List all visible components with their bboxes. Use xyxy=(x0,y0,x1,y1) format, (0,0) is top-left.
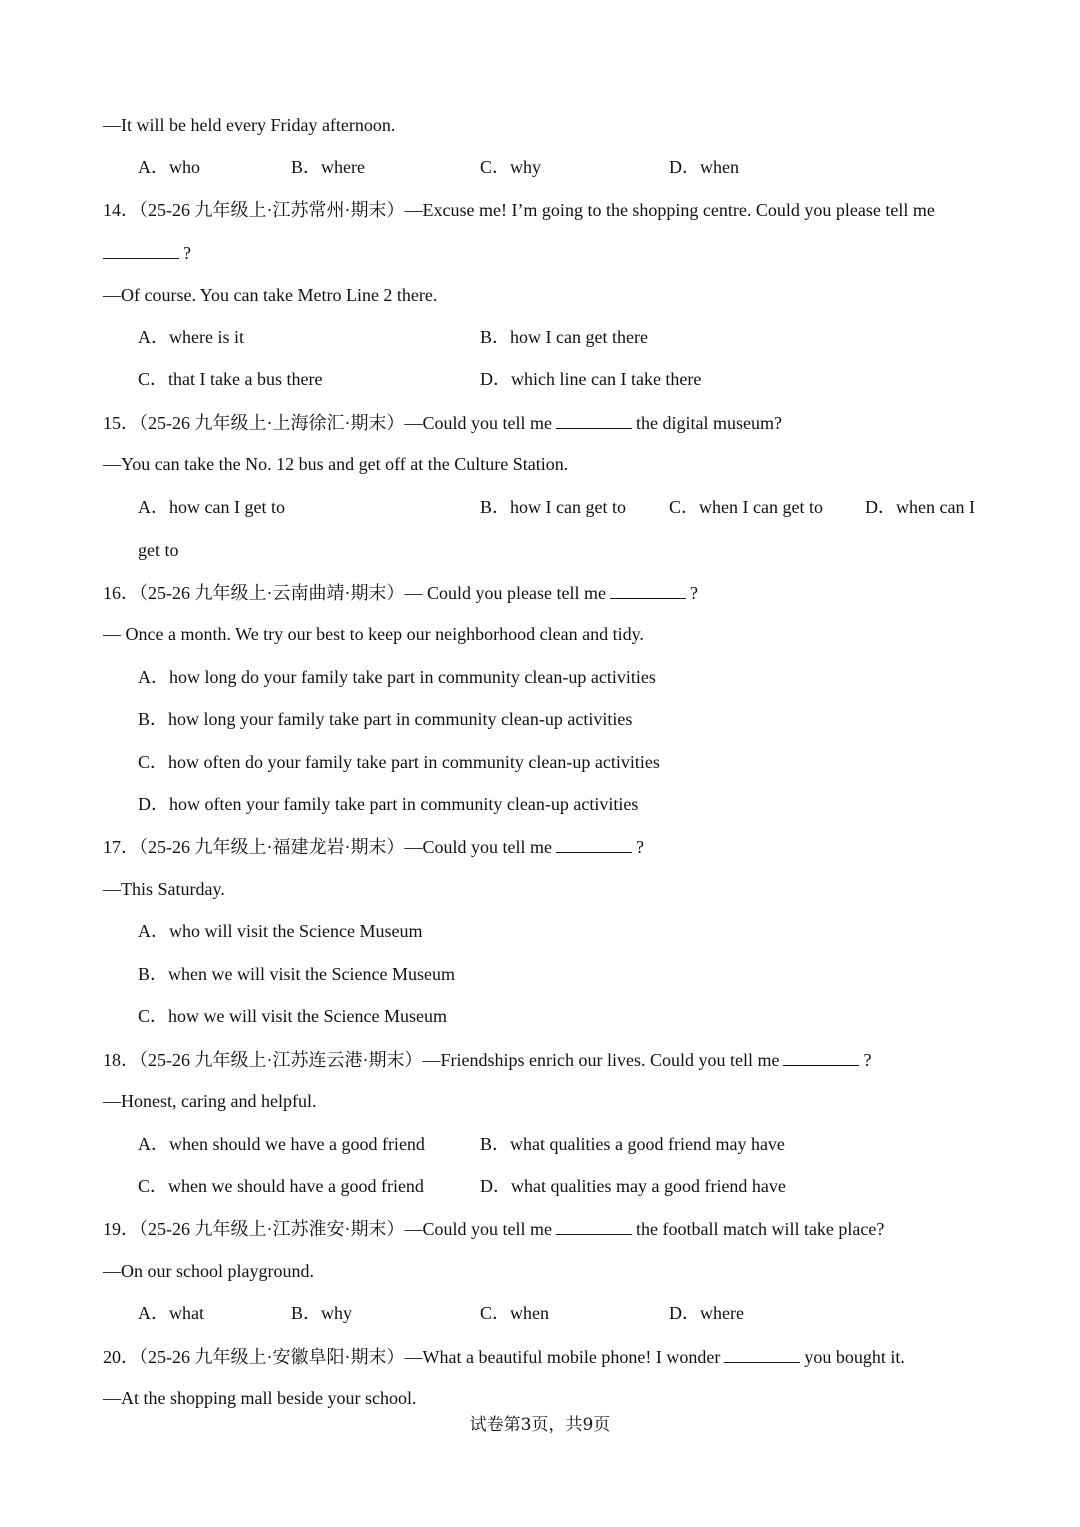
q15-option-d: D．when can I xyxy=(865,497,975,517)
q17-answer-blank xyxy=(556,834,632,853)
q20-number: 20． xyxy=(103,1347,139,1367)
q18-option-b: B．what qualities a good friend may have xyxy=(480,1134,785,1154)
q14-number: 14． xyxy=(103,200,139,220)
q16-number: 16． xyxy=(103,583,139,603)
q18-source: （25-26 九年级上·江苏连云港·期末） xyxy=(139,1050,423,1070)
q14-option-b: B．how I can get there xyxy=(480,327,648,347)
q18-prompt-end: ? xyxy=(863,1050,872,1070)
q15-prompt xyxy=(103,410,782,435)
q19-prompt-text: —Could you tell me xyxy=(404,1219,552,1239)
q13-option-b: B．where xyxy=(291,157,365,177)
q19-number: 19． xyxy=(103,1219,139,1239)
q13-option-a: A．who xyxy=(138,157,200,177)
q14-option-a: A．where is it xyxy=(138,327,244,347)
q14-prompt-line2 xyxy=(103,240,191,265)
q13-option-d: D．when xyxy=(669,157,739,177)
q16-prompt xyxy=(103,580,698,605)
q18-prompt-text: —Friendships enrich our lives. Could you tell me xyxy=(422,1050,780,1070)
q15-option-d-wrap: get to xyxy=(138,540,179,560)
q14-prompt-text: —Excuse me! I’m going to the shopping centre. Could you please tell me xyxy=(404,200,935,220)
q20-prompt-text: —What a beautiful mobile phone! I wonder xyxy=(404,1347,721,1367)
q16-reply: — Once a month. We try our best to keep our neighborhood clean and tidy. xyxy=(103,624,644,644)
q19-option-a: A．what xyxy=(138,1303,204,1323)
q19-prompt-end: the football match will take place? xyxy=(635,1219,885,1239)
q18-option-c: C．when we should have a good friend xyxy=(138,1176,424,1196)
q16-option-c: C．how often do your family take part in community clean-up activities xyxy=(138,752,660,772)
q16-option-a: A．how long do your family take part in community clean-up activities xyxy=(138,667,656,687)
q14-prompt xyxy=(103,198,935,222)
q15-number: 15． xyxy=(103,413,139,433)
q18-number: 18． xyxy=(103,1050,139,1070)
q20-source: （25-26 九年级上·安徽阜阳·期末） xyxy=(139,1347,405,1367)
q15-option-a: A．how can I get to xyxy=(138,497,285,517)
q17-prompt-text: —Could you tell me xyxy=(404,837,552,857)
q17-option-a: A．who will visit the Science Museum xyxy=(138,921,423,941)
q19-answer-blank xyxy=(556,1216,632,1235)
q16-option-d: D．how often your family take part in community clean-up activities xyxy=(138,794,639,814)
q16-prompt-text: — Could you please tell me xyxy=(404,583,606,603)
q19-option-d: D．where xyxy=(669,1303,744,1323)
q15-reply: —You can take the No. 12 bus and get off at the Culture Station. xyxy=(103,454,569,474)
q16-answer-blank xyxy=(610,580,686,599)
q19-option-b: B．why xyxy=(291,1303,353,1323)
q18-prompt xyxy=(103,1047,871,1072)
q17-prompt-end: ? xyxy=(635,837,644,857)
q14-answer-blank xyxy=(103,240,179,259)
q14-source: （25-26 九年级上·江苏常州·期末） xyxy=(139,200,405,220)
q19-option-c: C．when xyxy=(480,1303,549,1323)
q14-option-c: C．that I take a bus there xyxy=(138,369,323,389)
q14-option-d: D．which line can I take there xyxy=(480,369,702,389)
q17-reply: —This Saturday. xyxy=(103,879,225,899)
q17-prompt xyxy=(103,834,644,859)
q15-prompt-text: —Could you tell me xyxy=(404,413,552,433)
q17-source: （25-26 九年级上·福建龙岩·期末） xyxy=(139,837,405,857)
q20-answer-blank xyxy=(724,1344,800,1363)
q17-option-b: B．when we will visit the Science Museum xyxy=(138,964,455,984)
q17-number: 17． xyxy=(103,837,139,857)
q15-prompt-end: the digital museum? xyxy=(635,413,782,433)
q14-prompt-end: ? xyxy=(183,243,191,263)
q20-reply: —At the shopping mall beside your school. xyxy=(103,1388,417,1408)
q16-option-b: B．how long your family take part in community clean-up activities xyxy=(138,709,633,729)
q18-option-a: A．when should we have a good friend xyxy=(138,1134,425,1154)
q15-answer-blank xyxy=(556,410,632,429)
q17-option-c: C．how we will visit the Science Museum xyxy=(138,1006,447,1026)
q13-option-c: C．why xyxy=(480,157,542,177)
q18-answer-blank xyxy=(783,1047,859,1066)
q16-source: （25-26 九年级上·云南曲靖·期末） xyxy=(139,583,405,603)
q15-option-c: C．when I can get to xyxy=(669,497,823,517)
q20-prompt xyxy=(103,1344,905,1369)
page-footer: 试卷第3页，共9页 xyxy=(469,1415,611,1435)
q19-reply: —On our school playground. xyxy=(103,1261,314,1281)
q18-option-d: D．what qualities may a good friend have xyxy=(480,1176,786,1196)
q20-prompt-end: you bought it. xyxy=(804,1347,905,1367)
q15-source: （25-26 九年级上·上海徐汇·期末） xyxy=(139,413,405,433)
q19-prompt xyxy=(103,1216,884,1241)
q18-reply: —Honest, caring and helpful. xyxy=(103,1091,317,1111)
q14-reply: —Of course. You can take Metro Line 2 there. xyxy=(103,285,438,305)
q15-option-b: B．how I can get to xyxy=(480,497,626,517)
q13-reply: —It will be held every Friday afternoon. xyxy=(103,115,396,135)
q16-prompt-end: ? xyxy=(689,583,698,603)
q19-source: （25-26 九年级上·江苏淮安·期末） xyxy=(139,1219,405,1239)
